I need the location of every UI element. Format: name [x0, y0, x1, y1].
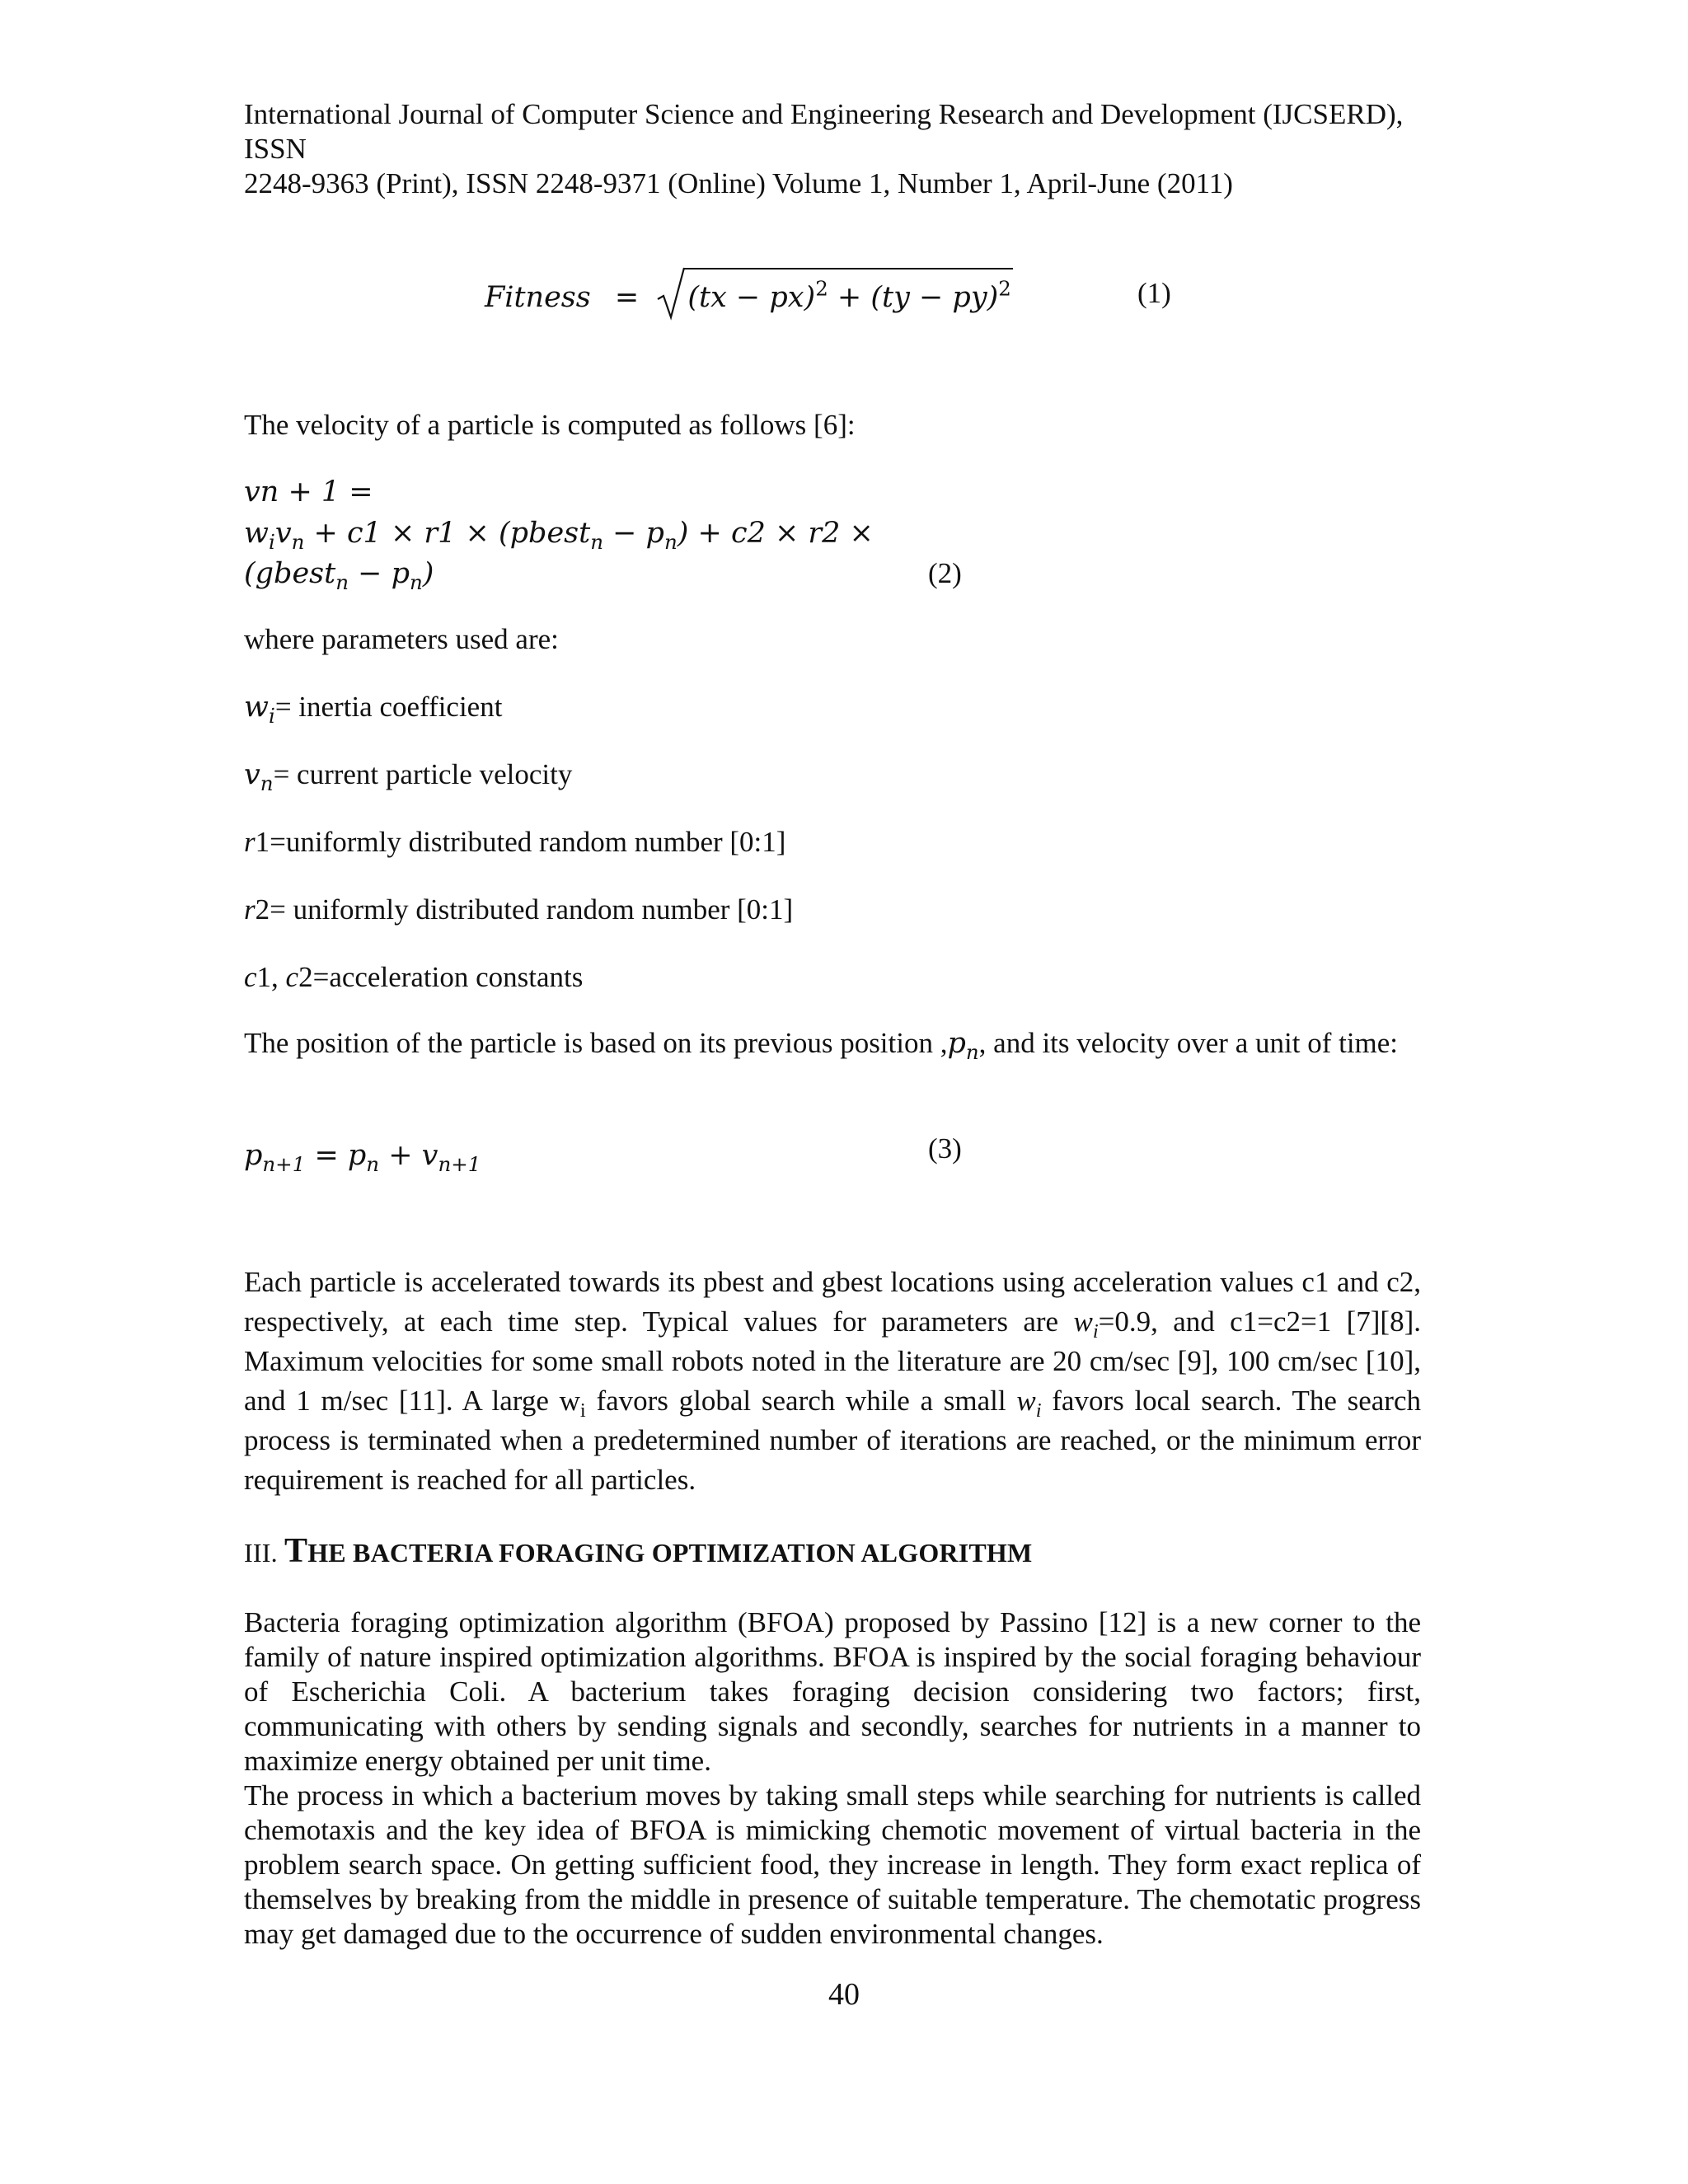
param-vn — [244, 755, 572, 794]
eq2-gbest-sub: n — [335, 569, 349, 594]
eq2-line-1: vn + 1 = — [244, 476, 373, 509]
section-heading-initial: T — [284, 1532, 308, 1570]
eq1-exp-a: 2 — [815, 276, 828, 301]
page-number: 40 — [828, 1977, 860, 2012]
equation-1-number: (1) — [1137, 277, 1171, 309]
eq3-p: p — [244, 1139, 263, 1172]
section-heading-rest: HE BACTERIA FORAGING OPTIMIZATION ALGORITHM — [307, 1538, 1033, 1568]
position-text-before: The position of the particle is based on its previous position , — [244, 1027, 948, 1059]
eq3-p2-sub: n — [366, 1151, 380, 1176]
equation-3 — [244, 1136, 481, 1175]
position-paragraph — [244, 1024, 1421, 1063]
param-r1-text: 1=uniformly distributed random number [0:1] — [255, 826, 786, 858]
eq2-w: w — [244, 517, 269, 550]
eq2-v-sub: n — [291, 529, 305, 554]
param-r1-symbol: r — [244, 826, 256, 858]
accel-w-symbol: w — [1073, 1305, 1093, 1338]
param-wi — [244, 687, 502, 727]
section-heading-prefix: III. — [244, 1538, 284, 1568]
param-r1 — [244, 823, 785, 862]
param-c-text: 2=acceleration constants — [298, 961, 584, 993]
eq2-line-3 — [244, 554, 434, 593]
bfoa-paragraph-2: The process in which a bacterium moves by taking small steps while searching for nutrients is called chemotaxis and the key idea of BFOA is mimicking chemotic movement of virtual bacteria in the problem search space. On getting sufficient food, they increase in length. They form exact replica of themselves by breaking from the middle in presence of suitable temperature. The chemotatic progress may get damaged due to the occurrence of sudden environmental changes. — [244, 1779, 1421, 1950]
eq2-gbest: (gbest — [244, 557, 336, 590]
eq3-p-sub: n+1 — [262, 1151, 306, 1176]
param-wi-symbol: w — [244, 691, 269, 724]
eq2-mid: + c1 × r1 × (pbest — [304, 517, 591, 550]
eq1-equals: = — [614, 281, 640, 314]
param-r2 — [244, 890, 793, 930]
eq3-eq: = p — [305, 1139, 367, 1172]
eq2-end: ) + c2 × r2 × — [677, 517, 874, 550]
param-c1-symbol: c — [244, 961, 257, 993]
param-vn-sub: n — [260, 771, 274, 795]
param-c2-symbol: c — [285, 961, 299, 993]
param-r2-text: 2= uniformly distributed random number [0:1] — [255, 893, 794, 926]
accel-w-sub: i — [1092, 1319, 1099, 1343]
position-text-after: , and its velocity over a unit of time: — [978, 1027, 1399, 1059]
params-intro: where parameters used are: — [244, 623, 559, 655]
eq2-minus: − p — [603, 517, 664, 550]
eq3-v-sub: n+1 — [438, 1151, 481, 1176]
eq2-line3-minus: − p — [349, 557, 410, 590]
acceleration-paragraph — [244, 1263, 1421, 1500]
velocity-intro: The velocity of a particle is computed as follows [6]: — [244, 409, 856, 441]
journal-header — [244, 97, 1447, 201]
eq1-radicand — [684, 268, 1013, 322]
eq2-line3-end: ) — [422, 557, 434, 590]
eq1-term-b: (ty − py) — [870, 281, 999, 314]
eq3-plus: + v — [379, 1139, 438, 1172]
param-c-mid: 1, — [256, 961, 286, 993]
equation-3-number: (3) — [928, 1132, 962, 1165]
eq2-w-sub: i — [268, 529, 275, 554]
journal-header-line-2: 2248-9363 (Print), ISSN 2248-9371 (Online) Volume 1, Number 1, April-June (2011) — [244, 167, 1233, 199]
eq2-line3-p-sub: n — [409, 569, 423, 594]
eq2-p-sub: n — [663, 529, 678, 554]
eq1-plus: + — [828, 281, 871, 314]
accel-w2-sub: i — [579, 1399, 586, 1422]
journal-header-line-1: International Journal of Computer Science and Engineering Research and Development (IJCSERD), ISSN — [244, 98, 1404, 165]
accel-w3-sub: i — [1035, 1399, 1042, 1422]
position-p-sub: n — [965, 1039, 979, 1064]
accel-part-2: =0.9, and c1=c2=1 [7][8]. Maximum velocities for some small robots noted in the literature are 20 cm/sec [9], 100 cm/sec [10], and 1 m/sec [11]. A large w — [244, 1305, 1421, 1417]
eq1-sqrt — [656, 268, 1013, 322]
eq1-lhs: Fitness — [485, 281, 591, 314]
radical-sign-icon — [656, 263, 686, 322]
eq1-term-a: (tx − px) — [687, 281, 816, 314]
equation-1 — [485, 268, 1013, 322]
accel-part-1: Each particle is accelerated towards its pbest and gbest locations using acceleration values c1 and c2, respectively, at each time step. Typical values for parameters are — [244, 1266, 1421, 1338]
param-wi-sub: i — [268, 703, 275, 728]
bfoa-paragraph-1: Bacteria foraging optimization algorithm (BFOA) proposed by Passino [12] is a new corner to the family of nature inspired optimization algorithms. BFOA is inspired by the social foraging behaviour of Escherichia Coli. A bacterium takes foraging decision considering two factors; first, communicating with others by sending signals and secondly, searches for nutrients in a manner to maximize energy obtained per unit time. — [244, 1606, 1421, 1777]
accel-w3-symbol: w — [1016, 1385, 1036, 1417]
param-wi-text: = inertia coefficient — [274, 691, 503, 723]
param-c — [244, 958, 583, 997]
section-heading — [244, 1531, 1032, 1571]
equation-2-number: (2) — [928, 557, 962, 589]
eq1-exp-b: 2 — [998, 276, 1011, 301]
eq2-v: v — [274, 517, 292, 550]
param-vn-symbol: v — [244, 758, 260, 791]
param-vn-text: = current particle velocity — [273, 758, 573, 790]
eq2-line-2 — [244, 513, 874, 553]
param-r2-symbol: r — [244, 893, 256, 926]
accel-part-3: favors global search while a small — [585, 1385, 1017, 1417]
position-p-symbol: p — [947, 1027, 966, 1060]
eq2-pbest-sub: n — [590, 529, 603, 554]
accel-part-4: favors local search. The search process is terminated when a predetermined number of iterations are reached, or the minimum error requirement is reached for all particles. — [244, 1385, 1421, 1496]
